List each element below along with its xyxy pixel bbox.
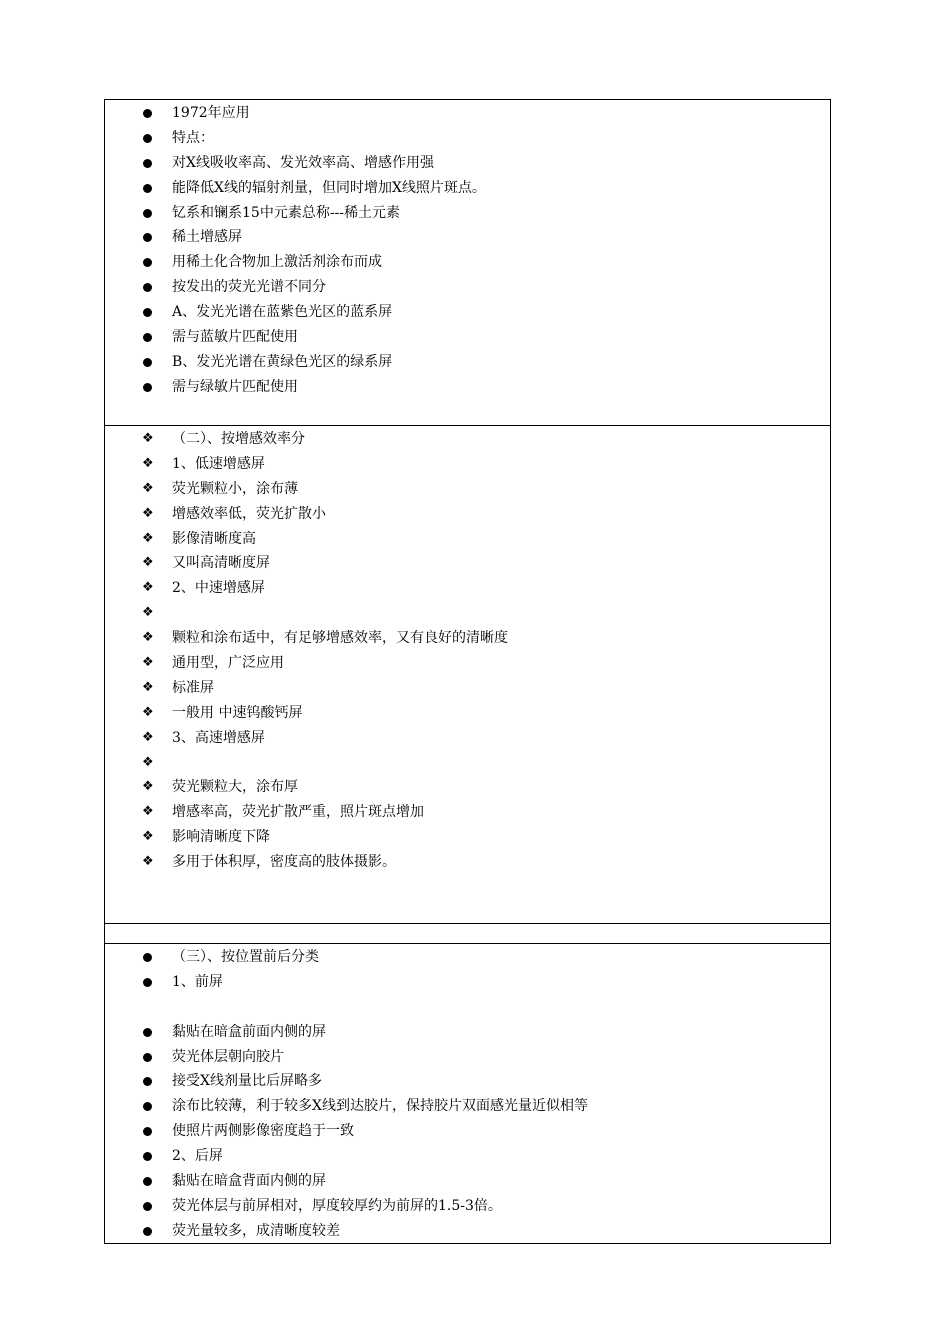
list-item-text: 需与蓝敏片匹配使用 [172, 329, 298, 346]
bullet-icon [143, 1177, 152, 1186]
list-item [105, 945, 830, 970]
bullet-icon [143, 283, 152, 292]
diamond-bullet-icon: ❖ [142, 505, 154, 521]
list-item [105, 201, 830, 226]
list-item [105, 726, 830, 751]
diamond-bullet-icon: ❖ [142, 555, 154, 571]
list-item-text: 荧光颗粒大，涂布厚 [172, 779, 298, 796]
bullet-icon [143, 953, 152, 962]
list-item [105, 225, 830, 250]
list-item [105, 1144, 830, 1169]
list-item-text: 增感效率低，荧光扩散小 [172, 505, 326, 522]
list-item-text: 3、高速增感屏 [172, 729, 265, 746]
list-item-text: 对X线吸收率高、发光效率高、增感作用强 [172, 154, 434, 171]
bullet-icon [143, 1028, 152, 1037]
bullet-icon [143, 1227, 152, 1236]
list-item-text: 2、后屏 [172, 1148, 223, 1165]
list-item [105, 825, 830, 850]
diamond-bullet-icon: ❖ [142, 804, 154, 820]
diamond-bullet-icon: ❖ [142, 605, 154, 621]
list-item-text: 需与绿敏片匹配使用 [172, 378, 298, 395]
list-item-text: 接受X线剂量比后屏略多 [172, 1073, 322, 1090]
diamond-bullet-icon: ❖ [142, 455, 154, 471]
table-cell-position-classification [105, 943, 830, 1243]
list-item-text: 荧光体层与前屏相对，厚度较厚约为前屏的1.5-3倍。 [172, 1197, 502, 1214]
bullet-icon [143, 308, 152, 317]
list-item-text: 钇系和镧系15中元素总称---稀土元素 [172, 204, 401, 221]
bullet-icon [143, 1102, 152, 1111]
bullet-list [105, 101, 830, 400]
bullet-icon [143, 1077, 152, 1086]
diamond-bullet-icon: ❖ [142, 679, 154, 695]
bullet-icon [143, 383, 152, 392]
list-item-empty [105, 601, 830, 626]
bullet-list [105, 945, 830, 1244]
list-item-text: 涂布比较薄，利于较多X线到达胶片，保持胶片双面感光量近似相等 [172, 1098, 588, 1115]
list-item-text: 按发出的荧光光谱不同分 [172, 279, 326, 296]
bullet-icon [143, 159, 152, 168]
blank-line [105, 995, 830, 1020]
list-item [105, 350, 830, 375]
list-item-text: 标准屏 [172, 679, 214, 696]
list-item [105, 701, 830, 726]
bullet-list [105, 427, 830, 875]
list-item-text: （二）、按增感效率分 [172, 431, 305, 447]
content-table [104, 99, 831, 1244]
list-item-text: 影响清晰度下降 [172, 829, 270, 846]
list-item-text: 又叫高清晰度屏 [172, 555, 270, 572]
list-item-text: 1972年应用 [172, 105, 250, 121]
list-item [105, 452, 830, 477]
bullet-icon [143, 1053, 152, 1062]
list-item-text: A、发光光谱在蓝紫色光区的蓝系屏 [172, 304, 393, 321]
list-item-text: B、发光光谱在黄绿色光区的绿系屏 [172, 353, 393, 370]
list-item-text: 能降低X线的辐射剂量，但同时增加X线照片斑点。 [172, 179, 486, 196]
list-item-empty [105, 751, 830, 776]
list-item [105, 101, 830, 126]
list-item-text: 颗粒和涂布适中，有足够增感效率，又有良好的清晰度 [172, 630, 508, 647]
list-item-text: 特点： [172, 129, 214, 146]
list-item-text: 一般用 中速钨酸钙屏 [172, 704, 303, 721]
list-item [105, 176, 830, 201]
list-item-text: 稀土增感屏 [172, 229, 242, 246]
table-cell-speed-classification [105, 425, 830, 923]
list-item-text: 通用型，广泛应用 [172, 655, 284, 672]
bullet-icon [143, 109, 152, 118]
list-item-text: 增感率高，荧光扩散严重，照片斑点增加 [172, 804, 424, 821]
list-item [105, 151, 830, 176]
list-item-text: 荧光体层朝向胶片 [172, 1048, 284, 1065]
list-item-text: 1、前屏 [172, 973, 223, 990]
list-item [105, 1045, 830, 1070]
list-item [105, 427, 830, 452]
diamond-bullet-icon: ❖ [142, 630, 154, 646]
list-item [105, 275, 830, 300]
bullet-icon [143, 1127, 152, 1136]
diamond-bullet-icon: ❖ [142, 729, 154, 745]
list-item-text: 使照片两侧影像密度趋于一致 [172, 1123, 354, 1140]
list-item [105, 1219, 830, 1244]
list-item-text: 荧光量较多，成清晰度较差 [172, 1222, 340, 1239]
list-item [105, 1094, 830, 1119]
list-item-text: 多用于体积厚，密度高的肢体摄影。 [172, 854, 396, 871]
list-item-text: 用稀土化合物加上激活剂涂布而成 [172, 254, 382, 271]
diamond-bullet-icon: ❖ [142, 854, 154, 870]
list-item [105, 850, 830, 875]
list-item [105, 800, 830, 825]
list-item [105, 651, 830, 676]
list-item [105, 325, 830, 350]
list-item [105, 502, 830, 527]
list-item [105, 970, 830, 995]
diamond-bullet-icon: ❖ [142, 779, 154, 795]
list-item [105, 551, 830, 576]
list-item [105, 477, 830, 502]
diamond-bullet-icon: ❖ [142, 480, 154, 496]
bullet-icon [143, 333, 152, 342]
diamond-bullet-icon: ❖ [142, 829, 154, 845]
diamond-bullet-icon: ❖ [142, 754, 154, 770]
list-item [105, 300, 830, 325]
bullet-icon [143, 1202, 152, 1211]
table-cell-rare-earth-screens [105, 100, 830, 425]
list-item-text: 2、中速增感屏 [172, 580, 265, 597]
bullet-icon [143, 978, 152, 987]
diamond-bullet-icon: ❖ [142, 580, 154, 596]
list-item [105, 1194, 830, 1219]
list-item [105, 1020, 830, 1045]
list-item [105, 250, 830, 275]
diamond-bullet-icon: ❖ [142, 704, 154, 720]
list-item-text: 荧光颗粒小，涂布薄 [172, 480, 298, 497]
bullet-icon [143, 209, 152, 218]
list-item [105, 676, 830, 701]
list-item-text: （三）、按位置前后分类 [172, 949, 319, 965]
list-item [105, 626, 830, 651]
bullet-icon [143, 134, 152, 143]
list-item [105, 375, 830, 400]
bullet-icon [143, 184, 152, 193]
list-item [105, 1169, 830, 1194]
diamond-bullet-icon: ❖ [142, 431, 154, 446]
bullet-icon [143, 233, 152, 242]
list-item [105, 775, 830, 800]
list-item-text: 黏贴在暗盒前面内侧的屏 [172, 1023, 326, 1040]
bullet-icon [143, 358, 152, 367]
list-item-text: 影像清晰度高 [172, 530, 256, 547]
diamond-bullet-icon: ❖ [142, 530, 154, 546]
list-item [105, 576, 830, 601]
list-item [105, 527, 830, 552]
list-item [105, 126, 830, 151]
bullet-icon [143, 258, 152, 267]
list-item-text: 1、低速增感屏 [172, 455, 265, 472]
list-item-text: 黏贴在暗盒背面内侧的屏 [172, 1173, 326, 1190]
diamond-bullet-icon: ❖ [142, 655, 154, 671]
bullet-icon [143, 1152, 152, 1161]
list-item [105, 1069, 830, 1094]
list-item [105, 1119, 830, 1144]
table-cell-empty [105, 923, 830, 943]
